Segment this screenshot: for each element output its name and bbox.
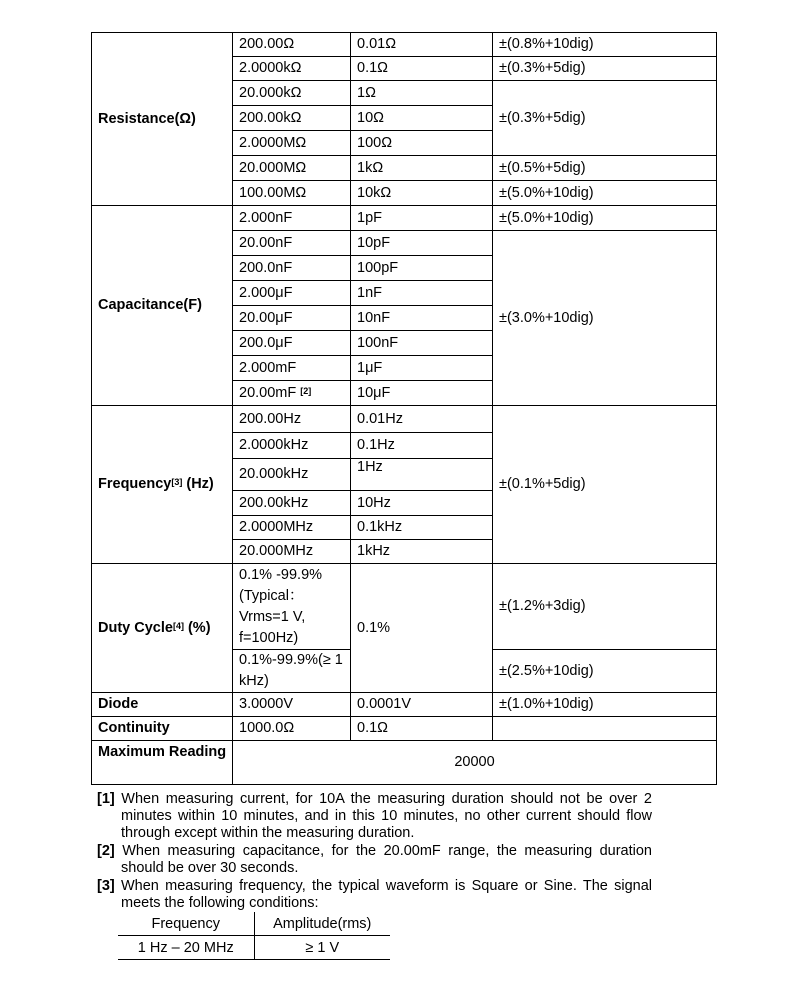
table-row xyxy=(92,741,717,785)
resolution-cell: 1μF xyxy=(351,356,493,381)
range-cell: 3.0000V xyxy=(233,693,351,717)
duty-cycle-label-unit: (%) xyxy=(183,619,211,636)
accuracy-cell: ±(1.2%+3dig) xyxy=(493,564,717,650)
max-reading-label: Maximum Reading xyxy=(92,741,233,785)
accuracy-cell: ±(2.5%+10dig) xyxy=(493,650,717,693)
resolution-cell: 1Ω xyxy=(351,81,493,106)
range-cell: 2.000mF xyxy=(233,356,351,381)
table-cell: 1 Hz – 20 MHz xyxy=(118,936,254,960)
range-cell: 2.0000MHz xyxy=(233,516,351,540)
accuracy-cell xyxy=(493,717,717,741)
table-row xyxy=(92,717,717,741)
accuracy-cell: ±(0.1%+5dig) xyxy=(493,406,717,564)
resolution-cell: 100Ω xyxy=(351,131,493,156)
resolution-cell: 1pF xyxy=(351,206,493,231)
range-cell: 20.00nF xyxy=(233,231,351,256)
footnote xyxy=(97,843,652,877)
resolution-cell: 0.01Hz xyxy=(351,406,493,433)
accuracy-cell: ±(0.5%+5dig) xyxy=(493,156,717,181)
resolution-cell: 100nF xyxy=(351,331,493,356)
range-cell: 20.000MΩ xyxy=(233,156,351,181)
resistance-label: Resistance(Ω) xyxy=(92,33,233,206)
range-cell: 200.00Ω xyxy=(233,33,351,57)
range-cell: 2.000nF xyxy=(233,206,351,231)
range-cell xyxy=(233,381,351,406)
range-cell: 20.000kHz xyxy=(233,459,351,491)
range-cell: 200.0nF xyxy=(233,256,351,281)
table-row xyxy=(92,33,717,57)
footnote-text: When measuring current, for 10A the measuring duration should not be over 2 minutes within 10 minutes, and in this 10 minutes, no other current should flow through except within the measuring duration. xyxy=(114,791,652,841)
footnote-number: [2] xyxy=(97,843,115,859)
accuracy-cell: ±(0.3%+5dig) xyxy=(493,81,717,156)
range-cell: 2.0000MΩ xyxy=(233,131,351,156)
resolution-cell: 0.1% xyxy=(351,564,493,693)
resolution-cell: 1kΩ xyxy=(351,156,493,181)
resolution-cell: 0.0001V xyxy=(351,693,493,717)
table-cell: ≥ 1 V xyxy=(254,936,390,960)
footnote-ref: [2] xyxy=(300,385,312,396)
range-cell: 200.00Hz xyxy=(233,406,351,433)
accuracy-cell: ±(3.0%+10dig) xyxy=(493,231,717,406)
range-text: 20.00mF xyxy=(239,384,297,401)
range-cell: 2.0000kHz xyxy=(233,433,351,459)
table-row xyxy=(92,564,717,650)
range-cell: 100.00MΩ xyxy=(233,181,351,206)
resolution-cell: 1kHz xyxy=(351,540,493,564)
resolution-cell: 10nF xyxy=(351,306,493,331)
column-header: Amplitude(rms) xyxy=(254,912,390,936)
table-row xyxy=(92,206,717,231)
accuracy-cell: ±(0.8%+10dig) xyxy=(493,33,717,57)
capacitance-label: Capacitance(F) xyxy=(92,206,233,406)
footnote xyxy=(97,791,652,842)
accuracy-cell: ±(5.0%+10dig) xyxy=(493,206,717,231)
resolution-cell: 10pF xyxy=(351,231,493,256)
resolution-cell: 10Ω xyxy=(351,106,493,131)
range-cell: 20.00μF xyxy=(233,306,351,331)
range-cell: 2.0000kΩ xyxy=(233,57,351,81)
range-cell: 200.00kHz xyxy=(233,491,351,516)
range-cell: 20.000MHz xyxy=(233,540,351,564)
footnote-number: [1] xyxy=(97,791,115,807)
accuracy-cell: ±(0.3%+5dig) xyxy=(493,57,717,81)
range-cell: 2.000μF xyxy=(233,281,351,306)
diode-label: Diode xyxy=(92,693,233,717)
resolution-cell: 0.1Ω xyxy=(351,717,493,741)
duty-cycle-label xyxy=(92,564,233,693)
table-row xyxy=(92,406,717,433)
footnote-text: When measuring frequency, the typical waveform is Square or Sine. The signal meets the following conditions: xyxy=(114,878,652,911)
resolution-cell: 0.1kHz xyxy=(351,516,493,540)
resolution-cell: 1nF xyxy=(351,281,493,306)
range-cell: 200.00kΩ xyxy=(233,106,351,131)
resolution-cell: 10kΩ xyxy=(351,181,493,206)
spec-table xyxy=(91,32,717,785)
table-row xyxy=(92,693,717,717)
resolution-cell: 10μF xyxy=(351,381,493,406)
footnote-ref: [3] xyxy=(171,477,183,487)
resolution-cell: 1Hz xyxy=(351,459,493,491)
frequency-label-text: Frequency xyxy=(98,476,172,492)
resolution-cell: 0.01Ω xyxy=(351,33,493,57)
signal-conditions-table xyxy=(118,912,390,960)
range-cell: 200.0μF xyxy=(233,331,351,356)
range-cell: 1000.0Ω xyxy=(233,717,351,741)
range-cell: 0.1% -99.9% (Typical： Vrms=1 V, f=100Hz) xyxy=(233,564,351,650)
resolution-cell: 100pF xyxy=(351,256,493,281)
footnote-ref: [4] xyxy=(172,620,184,631)
resolution-cell: 0.1Ω xyxy=(351,57,493,81)
resolution-cell: 0.1Hz xyxy=(351,433,493,459)
frequency-label-unit: (Hz) xyxy=(182,476,214,492)
frequency-label xyxy=(92,406,233,564)
column-header: Frequency xyxy=(118,912,254,936)
footnote-number: [3] xyxy=(97,878,115,894)
footnotes xyxy=(97,791,652,913)
table-header-row xyxy=(118,912,390,936)
footnote-text: When measuring capacitance, for the 20.00mF range, the measuring duration should be over 30 seconds. xyxy=(114,843,652,876)
table-row xyxy=(118,936,390,960)
footnote xyxy=(97,878,652,912)
accuracy-cell: ±(5.0%+10dig) xyxy=(493,181,717,206)
continuity-label: Continuity xyxy=(92,717,233,741)
range-cell: 20.000kΩ xyxy=(233,81,351,106)
range-cell: 0.1%-99.9%(≥ 1 kHz) xyxy=(233,650,351,693)
resolution-cell: 10Hz xyxy=(351,491,493,516)
duty-cycle-label-text: Duty Cycle xyxy=(98,619,173,636)
accuracy-cell: ±(1.0%+10dig) xyxy=(493,693,717,717)
max-reading-value: 20000 xyxy=(233,741,717,785)
